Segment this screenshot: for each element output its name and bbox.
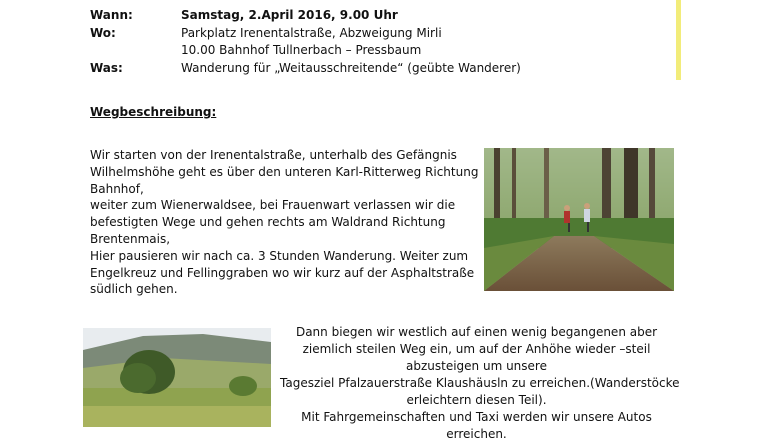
accent-bar xyxy=(676,0,681,80)
route-description-1 xyxy=(90,147,478,298)
text-line: südlich gehen. xyxy=(90,282,178,297)
wo-label: Wo: xyxy=(90,25,116,40)
text-line: Wilhelmshöhe geht es über den unteren Karl-Ritterweg Richtung xyxy=(90,164,479,179)
text-line: Wir starten von der Irenentalstraße, unterhalb des Gefängnis xyxy=(90,148,457,162)
text-line: Bahnhof, xyxy=(90,181,144,196)
text-line: erreichen. xyxy=(446,427,507,441)
meadow-photo xyxy=(83,328,271,427)
text-line: Brentenmais, xyxy=(90,231,171,246)
was-label: Was: xyxy=(90,60,123,75)
text-line: Mit Fahrgemeinschaften und Taxi werden wir unsere Autos xyxy=(301,410,652,424)
wann-value: Samstag, 2.April 2016, 9.00 Uhr xyxy=(181,8,398,22)
forest-trail-photo xyxy=(484,148,674,291)
was-value: Wanderung für „Weitausschreitende“ (geübte Wanderer) xyxy=(181,60,521,75)
wo-value-2: 10.00 Bahnhof Tullnerbach – Pressbaum xyxy=(181,43,422,57)
text-line: abzusteigen um unsere xyxy=(406,359,547,373)
text-line: befestigten Wege und gehen rechts am Waldrand Richtung xyxy=(90,215,446,230)
text-line: Dann biegen wir westlich auf einen wenig begangenen aber xyxy=(295,325,658,339)
text-line: Hier pausieren wir nach ca. 3 Stunden Wanderung. Weiter zum xyxy=(90,248,469,263)
text-line: weiter zum Wienerwaldsee, bei Frauenwart verlassen wir die xyxy=(90,198,456,213)
text-line: erleichtern diesen Teil). xyxy=(406,393,547,407)
text-line: Tagesziel Pfalzauerstraße Klaushäusln zu erreichen.(Wanderstöcke xyxy=(280,376,680,390)
route-description-2 xyxy=(280,324,680,443)
text-line: Engelkreuz und Fellinggraben wo wir kurz auf der Asphaltstraße xyxy=(90,265,475,280)
wann-label: Wann: xyxy=(90,8,133,22)
wo-value-1: Parkplatz Irenentalstraße, Abzweigung Mirli xyxy=(181,25,442,40)
route-heading: Wegbeschreibung: xyxy=(90,105,217,119)
text-line: ziemlich steilen Weg ein, um auf der Anhöhe wieder –steil xyxy=(302,342,651,356)
